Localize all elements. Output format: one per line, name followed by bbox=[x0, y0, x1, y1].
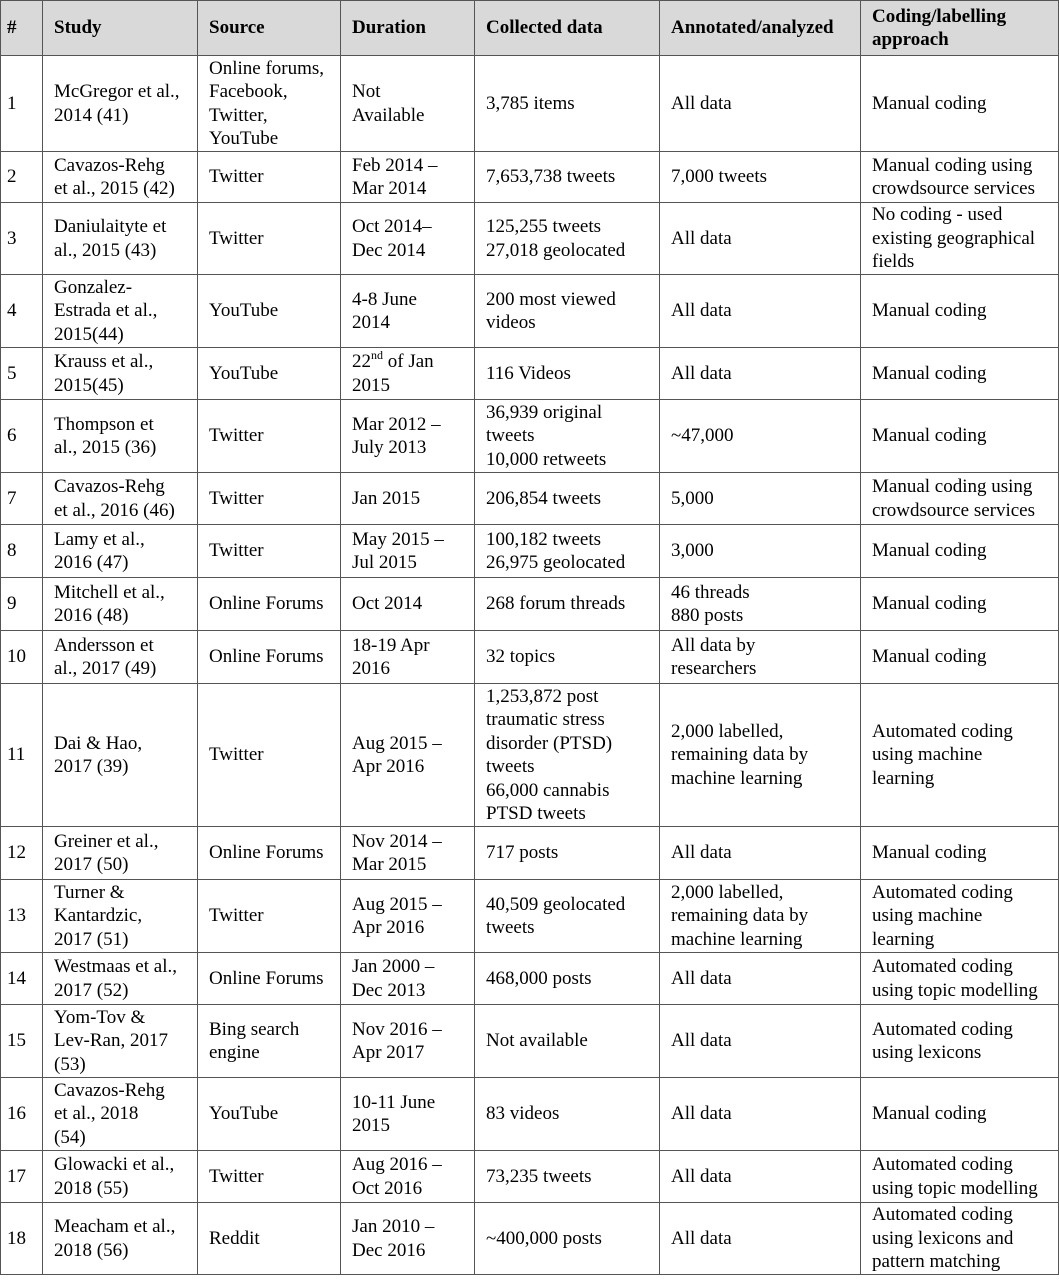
study-cell: Yom-Tov & Lev-Ran, 2017 (53) bbox=[43, 1005, 198, 1078]
duration-cell: Aug 2016 – Oct 2016 bbox=[341, 1151, 475, 1203]
duration-cell: Mar 2012 – July 2013 bbox=[341, 400, 475, 473]
table-row bbox=[1, 1151, 1059, 1203]
ordinal-suffix: nd bbox=[371, 347, 383, 362]
collected-cell: 206,854 tweets bbox=[475, 473, 660, 525]
table-row bbox=[1, 525, 1059, 578]
coding-cell: Manual coding bbox=[861, 348, 1059, 400]
table-row bbox=[1, 953, 1059, 1005]
row-number: 8 bbox=[1, 525, 43, 578]
row-number: 6 bbox=[1, 400, 43, 473]
collected-cell: 40,509 geolocated tweets bbox=[475, 880, 660, 953]
collected-cell: 468,000 posts bbox=[475, 953, 660, 1005]
source-cell: Reddit bbox=[198, 1203, 341, 1275]
source-cell: Twitter bbox=[198, 400, 341, 473]
table-row bbox=[1, 1005, 1059, 1078]
source-cell: Twitter bbox=[198, 525, 341, 578]
annotated-cell: All data bbox=[660, 348, 861, 400]
collected-cell: 7,653,738 tweets bbox=[475, 152, 660, 203]
table-row bbox=[1, 880, 1059, 953]
source-cell: Online Forums bbox=[198, 578, 341, 631]
header-duration: Duration bbox=[341, 1, 475, 56]
duration-cell: Oct 2014– Dec 2014 bbox=[341, 203, 475, 275]
table-row bbox=[1, 578, 1059, 631]
duration-rest: of Jan 2015 bbox=[352, 351, 434, 396]
collected-cell: 83 videos bbox=[475, 1078, 660, 1151]
collected-cell: 717 posts bbox=[475, 827, 660, 880]
row-number: 13 bbox=[1, 880, 43, 953]
duration-cell: Not Available bbox=[341, 56, 475, 152]
duration-cell: Feb 2014 – Mar 2014 bbox=[341, 152, 475, 203]
study-cell: Westmaas et al., 2017 (52) bbox=[43, 953, 198, 1005]
annotated-cell: All data bbox=[660, 56, 861, 152]
study-cell: Cavazos-Rehg et al., 2016 (46) bbox=[43, 473, 198, 525]
table-row bbox=[1, 56, 1059, 152]
study-cell: Daniulaityte et al., 2015 (43) bbox=[43, 203, 198, 275]
duration-cell: 18-19 Apr 2016 bbox=[341, 631, 475, 684]
row-number: 14 bbox=[1, 953, 43, 1005]
coding-cell: Manual coding bbox=[861, 578, 1059, 631]
header-num: # bbox=[1, 1, 43, 56]
source-cell: YouTube bbox=[198, 348, 341, 400]
coding-cell: Automated coding using machine learning bbox=[861, 880, 1059, 953]
annotated-cell: 7,000 tweets bbox=[660, 152, 861, 203]
header-coding-approach: Coding/labelling approach bbox=[861, 1, 1059, 56]
header-study: Study bbox=[43, 1, 198, 56]
row-number: 4 bbox=[1, 275, 43, 348]
table-row bbox=[1, 684, 1059, 827]
study-cell: Cavazos-Rehg et al., 2015 (42) bbox=[43, 152, 198, 203]
study-cell: Greiner et al., 2017 (50) bbox=[43, 827, 198, 880]
source-cell: Twitter bbox=[198, 684, 341, 827]
table-row bbox=[1, 1078, 1059, 1151]
header-annotated-analyzed: Annotated/analyzed bbox=[660, 1, 861, 56]
coding-cell: Manual coding bbox=[861, 631, 1059, 684]
collected-cell: 73,235 tweets bbox=[475, 1151, 660, 1203]
coding-cell: Manual coding bbox=[861, 525, 1059, 578]
study-cell: Dai & Hao, 2017 (39) bbox=[43, 684, 198, 827]
row-number: 18 bbox=[1, 1203, 43, 1275]
study-cell: Krauss et al., 2015(45) bbox=[43, 348, 198, 400]
duration-cell: Nov 2014 – Mar 2015 bbox=[341, 827, 475, 880]
table-row bbox=[1, 827, 1059, 880]
source-cell: YouTube bbox=[198, 275, 341, 348]
collected-cell: 116 Videos bbox=[475, 348, 660, 400]
annotated-cell: All data by researchers bbox=[660, 631, 861, 684]
source-cell: Twitter bbox=[198, 152, 341, 203]
coding-cell: No coding - used existing geographical fields bbox=[861, 203, 1059, 275]
header-collected-data: Collected data bbox=[475, 1, 660, 56]
coding-cell: Automated coding using lexicons and pattern matching bbox=[861, 1203, 1059, 1275]
duration-cell: Jan 2010 – Dec 2016 bbox=[341, 1203, 475, 1275]
row-number: 3 bbox=[1, 203, 43, 275]
row-number: 17 bbox=[1, 1151, 43, 1203]
table-row bbox=[1, 152, 1059, 203]
coding-cell: Manual coding bbox=[861, 275, 1059, 348]
coding-cell: Manual coding bbox=[861, 827, 1059, 880]
annotated-cell: All data bbox=[660, 827, 861, 880]
study-cell: Gonzalez- Estrada et al., 2015(44) bbox=[43, 275, 198, 348]
collected-cell: 32 topics bbox=[475, 631, 660, 684]
study-cell: Cavazos-Rehg et al., 2018 (54) bbox=[43, 1078, 198, 1151]
coding-cell: Automated coding using lexicons bbox=[861, 1005, 1059, 1078]
annotated-cell: 2,000 labelled, remaining data by machine learning bbox=[660, 684, 861, 827]
duration-cell: May 2015 – Jul 2015 bbox=[341, 525, 475, 578]
duration-cell: Aug 2015 – Apr 2016 bbox=[341, 880, 475, 953]
row-number: 7 bbox=[1, 473, 43, 525]
duration-cell: Nov 2016 – Apr 2017 bbox=[341, 1005, 475, 1078]
row-number: 10 bbox=[1, 631, 43, 684]
source-cell: Twitter bbox=[198, 203, 341, 275]
source-cell: Online Forums bbox=[198, 631, 341, 684]
duration-cell: Jan 2000 – Dec 2013 bbox=[341, 953, 475, 1005]
annotated-cell: 3,000 bbox=[660, 525, 861, 578]
coding-cell: Automated coding using topic modelling bbox=[861, 1151, 1059, 1203]
annotated-cell: 5,000 bbox=[660, 473, 861, 525]
duration-cell: Jan 2015 bbox=[341, 473, 475, 525]
annotated-cell: 46 threads 880 posts bbox=[660, 578, 861, 631]
row-number: 11 bbox=[1, 684, 43, 827]
table-row bbox=[1, 348, 1059, 400]
header-row bbox=[1, 1, 1059, 56]
coding-cell: Automated coding using topic modelling bbox=[861, 953, 1059, 1005]
duration-cell: 4-8 June 2014 bbox=[341, 275, 475, 348]
annotated-cell: All data bbox=[660, 1078, 861, 1151]
annotated-cell: All data bbox=[660, 1203, 861, 1275]
coding-cell: Manual coding bbox=[861, 400, 1059, 473]
source-cell: Online Forums bbox=[198, 827, 341, 880]
duration-cell bbox=[341, 348, 475, 400]
collected-cell: ~400,000 posts bbox=[475, 1203, 660, 1275]
collected-cell: 3,785 items bbox=[475, 56, 660, 152]
collected-cell: Not available bbox=[475, 1005, 660, 1078]
table-row bbox=[1, 275, 1059, 348]
collected-cell: 125,255 tweets 27,018 geolocated bbox=[475, 203, 660, 275]
duration-day: 22 bbox=[352, 351, 371, 372]
study-cell: Thompson et al., 2015 (36) bbox=[43, 400, 198, 473]
study-cell: Glowacki et al., 2018 (55) bbox=[43, 1151, 198, 1203]
row-number: 15 bbox=[1, 1005, 43, 1078]
coding-cell: Manual coding bbox=[861, 1078, 1059, 1151]
annotated-cell: All data bbox=[660, 1151, 861, 1203]
study-cell: Andersson et al., 2017 (49) bbox=[43, 631, 198, 684]
row-number: 1 bbox=[1, 56, 43, 152]
source-cell: Twitter bbox=[198, 473, 341, 525]
source-cell: Online Forums bbox=[198, 953, 341, 1005]
collected-cell: 36,939 original tweets 10,000 retweets bbox=[475, 400, 660, 473]
table-row bbox=[1, 203, 1059, 275]
header-source: Source bbox=[198, 1, 341, 56]
duration-cell: Oct 2014 bbox=[341, 578, 475, 631]
row-number: 9 bbox=[1, 578, 43, 631]
table-row bbox=[1, 1203, 1059, 1275]
study-cell: Turner & Kantardzic, 2017 (51) bbox=[43, 880, 198, 953]
collected-cell: 200 most viewed videos bbox=[475, 275, 660, 348]
coding-cell: Automated coding using machine learning bbox=[861, 684, 1059, 827]
source-cell: Bing search engine bbox=[198, 1005, 341, 1078]
duration-cell: 10-11 June 2015 bbox=[341, 1078, 475, 1151]
study-cell: McGregor et al., 2014 (41) bbox=[43, 56, 198, 152]
annotated-cell: All data bbox=[660, 203, 861, 275]
study-cell: Meacham et al., 2018 (56) bbox=[43, 1203, 198, 1275]
collected-cell: 100,182 tweets 26,975 geolocated bbox=[475, 525, 660, 578]
coding-cell: Manual coding using crowdsource services bbox=[861, 152, 1059, 203]
source-cell: Twitter bbox=[198, 1151, 341, 1203]
source-cell: Twitter bbox=[198, 880, 341, 953]
coding-cell: Manual coding using crowdsource services bbox=[861, 473, 1059, 525]
coding-cell: Manual coding bbox=[861, 56, 1059, 152]
collected-cell: 1,253,872 post traumatic stress disorder (PTSD) tweets 66,000 cannabis PTSD tweets bbox=[475, 684, 660, 827]
collected-cell: 268 forum threads bbox=[475, 578, 660, 631]
table-row bbox=[1, 473, 1059, 525]
annotated-cell: All data bbox=[660, 1005, 861, 1078]
study-cell: Mitchell et al., 2016 (48) bbox=[43, 578, 198, 631]
annotated-cell: All data bbox=[660, 953, 861, 1005]
row-number: 2 bbox=[1, 152, 43, 203]
study-cell: Lamy et al., 2016 (47) bbox=[43, 525, 198, 578]
annotated-cell: ~47,000 bbox=[660, 400, 861, 473]
row-number: 12 bbox=[1, 827, 43, 880]
source-cell: YouTube bbox=[198, 1078, 341, 1151]
duration-cell: Aug 2015 – Apr 2016 bbox=[341, 684, 475, 827]
annotated-cell: All data bbox=[660, 275, 861, 348]
row-number: 16 bbox=[1, 1078, 43, 1151]
annotated-cell: 2,000 labelled, remaining data by machine learning bbox=[660, 880, 861, 953]
table-row bbox=[1, 400, 1059, 473]
table-row bbox=[1, 631, 1059, 684]
source-cell: Online forums, Facebook, Twitter, YouTube bbox=[198, 56, 341, 152]
row-number: 5 bbox=[1, 348, 43, 400]
